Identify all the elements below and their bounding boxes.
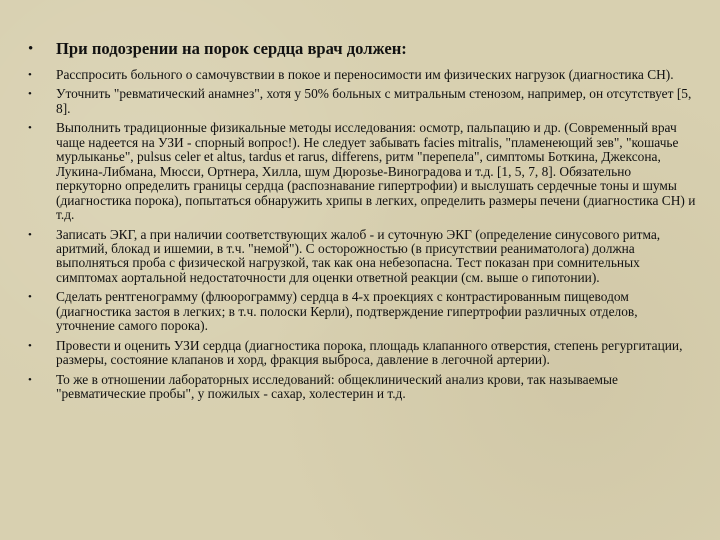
bullet-icon: • — [28, 41, 34, 57]
list-item — [24, 339, 696, 368]
list-item-text: Расспросить больного о самочувствии в покое и переносимости им физических нагрузок (диагностика СН). — [56, 67, 674, 82]
list-item — [24, 68, 696, 82]
list-item — [24, 290, 696, 333]
bullet-icon: • — [28, 291, 32, 304]
bullet-icon: • — [28, 69, 32, 81]
heading-item — [24, 38, 696, 60]
list-item — [24, 228, 696, 286]
bullet-icon: • — [28, 88, 32, 101]
list-item-text: То же в отношении лабораторных исследований: общеклинический анализ крови, так называемые "ревматические пробы", у пожилых - сахар, холестерин и т.д. — [56, 371, 618, 402]
bullet-icon: • — [28, 122, 32, 135]
bullet-icon: • — [28, 373, 32, 386]
list-item-text: Уточнить "ревматический анамнез", хотя у 50% больных с митральным стенозом, например, он отсутствует [5, 8]. — [56, 86, 692, 116]
list-item-text: Сделать рентгенограмму (флюорограмму) сердца в 4-х проекциях с контрастированным пищеводом (диагностика застоя в легких; в т.ч. полоски Керли), подтверждение гипертрофии различных отделов, уточнение самого порока). — [56, 289, 638, 334]
list-item — [24, 373, 696, 402]
list-item — [24, 87, 696, 116]
bullet-list — [24, 38, 696, 407]
list-item-text: Записать ЭКГ, а при наличии соответствующих жалоб - и суточную ЭКГ (определение синусового ритма, аритмий, блокад и ишемии, в т.ч. "немой"). С осторожностью (в присутствии реаниматолога) должна выполняться проба с физической нагрузкой, так как она небезопасна. Тест показан при сомнительных симптомах аортальной недостаточности для оценки ответной реакции (см. выше о гипотонии). — [56, 226, 661, 285]
heading-text: При подозрении на порок сердца врач должен: — [56, 39, 407, 58]
bullet-icon: • — [28, 339, 32, 352]
list-item — [24, 121, 696, 222]
list-item-text: Провести и оценить УЗИ сердца (диагностика порока, площадь клапанного отверстия, степень регургитации, размеры, состояние клапанов и хорд, фракция выброса, давление в легочной артерии). — [56, 337, 683, 368]
list-item-text: Выполнить традиционные физикальные методы исследования: осмотр, пальпацию и др. (Современный врач чаще надеется на УЗИ - спорный вопрос!). Не следует забывать facies mitralis, "пламенеющий зев", "кошачье мурлыканье", pulsus celer et altus, tardus et rarus, differens, ритм "перепела", симптомы Боткина, Джексона, Лукина-Либмана, Мюсси, Ортнера, Хилла, шум Дюрозье-Виноградова и т.д. [1, 5, 7, 8]. Обязательно перкуторно определить границы сердца (распознавание гипертрофии) и выслушать сердечные тоны и шумы (диагностика порока), попытаться обнаружить хрипы в легких, определить размеры печени (диагностика СН) и т.д. — [56, 120, 696, 223]
bullet-icon: • — [28, 228, 32, 241]
